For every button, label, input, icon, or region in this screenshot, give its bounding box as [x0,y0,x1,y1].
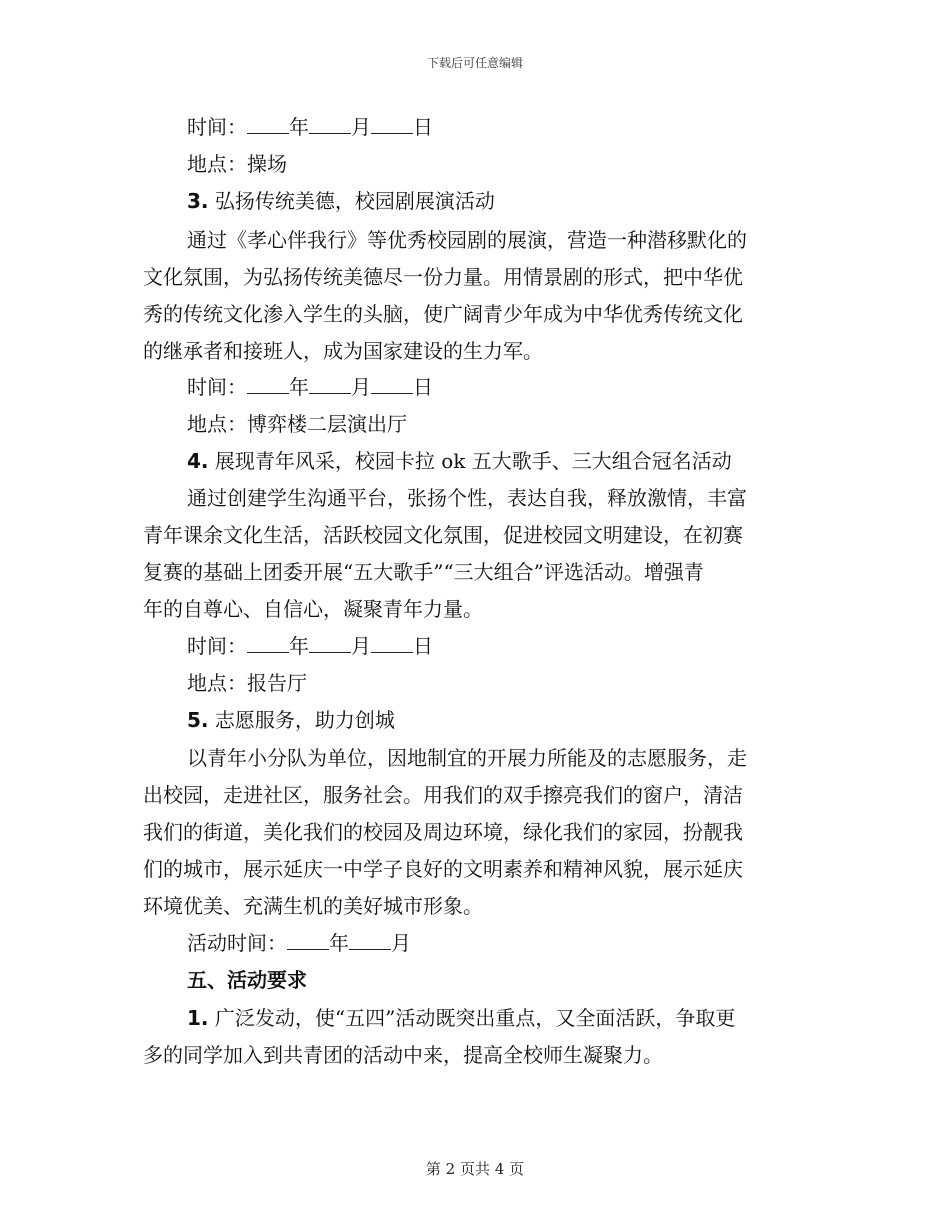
requirement-1-line: 1. 广泛发动，使“五四”活动既突出重点，又全面活跃，争取更 [187,1006,736,1030]
paragraph-line: 出校园，走进社区，服务社会。用我们的双手擦亮我们的窗户，清洁 [143,783,743,807]
time-line: 时间： 年 月 日 [187,634,433,658]
paragraph-line: 秀的传统文化渗入学生的头脑，使广阔青少年成为中华优秀传统文化 [143,302,743,326]
section-heading: 五、活动要求 [187,968,307,992]
paragraph-line: 们的城市，展示延庆一中学子良好的文明素养和精神风貌，展示延庆 [143,857,743,881]
activity-time-line: 活动时间： 年 月 [187,931,411,955]
paragraph-line: 文化氛围，为弘扬传统美德尽一份力量。用情景剧的形式，把中华优 [143,265,743,289]
paragraph-line: 以青年小分队为单位，因地制宜的开展力所能及的志愿服务，走 [187,746,747,770]
paragraph-line: 通过《孝心伴我行》等优秀校园剧的展演，营造一种潜移默化的 [187,228,747,252]
paragraph-line: 青年课余文化生活，活跃校园文化氛围，促进校园文明建设，在初赛 [143,523,743,547]
year-blank [247,634,289,653]
month-blank [309,375,351,394]
month-blank [309,115,351,134]
location-line: 地点：博弈楼二层演出厅 [187,412,407,436]
paragraph-line: 我们的街道，美化我们的校园及周边环境，绿化我们的家园，扮靓我 [143,820,743,844]
section-3-heading: 3. 弘扬传统美德，校园剧展演活动 [187,189,495,213]
day-blank [371,115,413,134]
day-blank [371,634,413,653]
time-line: 时间： 年 月 日 [187,115,433,139]
paragraph-line: 年的自尊心、自信心，凝聚青年力量。 [143,597,483,621]
time-line: 时间： 年 月 日 [187,375,433,399]
month-blank [349,931,391,950]
section-5-heading: 5. 志愿服务，助力创城 [187,708,395,732]
paragraph-line: 复赛的基础上团委开展“五大歌手”“三大组合”评选活动。增强青 [143,560,704,584]
location-line: 地点：操场 [187,152,287,176]
year-blank [247,115,289,134]
day-blank [371,375,413,394]
section-4-heading: 4. 展现青年风采，校园卡拉 ok 五大歌手、三大组合冠名活动 [187,449,732,473]
paragraph-line: 多的同学加入到共青团的活动中来，提高全校师生凝聚力。 [143,1043,663,1067]
month-blank [309,634,351,653]
location-line: 地点：报告厅 [187,671,307,695]
year-blank [247,375,289,394]
paragraph-line: 的继承者和接班人，成为国家建设的生力军。 [143,339,543,363]
page-header: 下载后可任意编辑 [426,56,523,70]
year-blank [287,931,329,950]
paragraph-line: 环境优美、充满生机的美好城市形象。 [143,894,483,918]
paragraph-line: 通过创建学生沟通平台，张扬个性，表达自我，释放激情，丰富 [187,486,747,510]
page-footer: 第 2 页共 4 页 [425,1160,525,1178]
